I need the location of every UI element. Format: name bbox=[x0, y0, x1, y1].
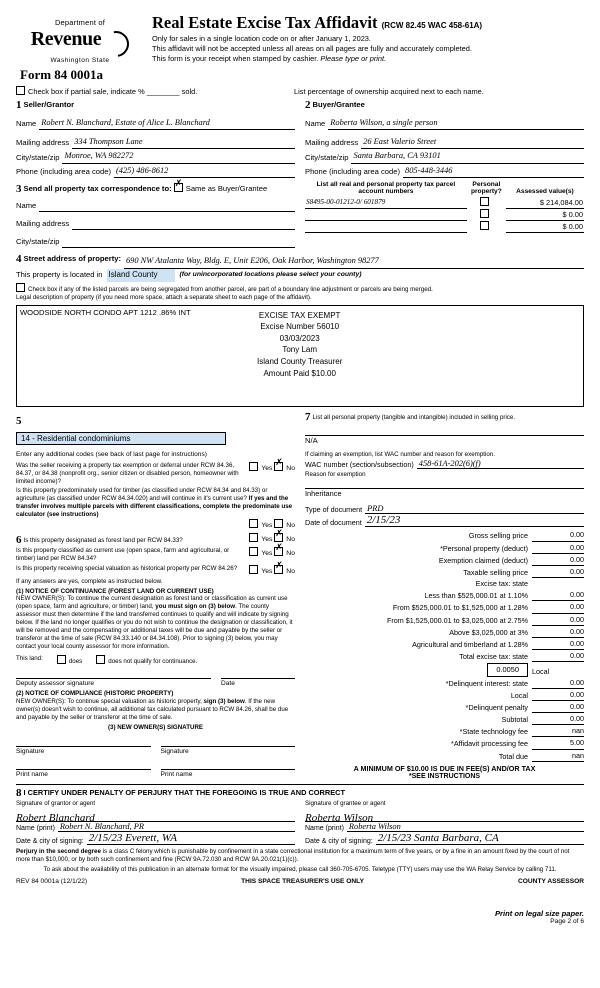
tax-label-1: *Personal property (deduct) bbox=[440, 543, 528, 553]
legal-description-text: WOODSIDE NORTH CONDO APT 1212 .86% INT bbox=[20, 307, 191, 317]
same-as-buyer-label: Same as Buyer/Grantee bbox=[185, 184, 268, 194]
county-select[interactable]: Island County bbox=[107, 269, 176, 282]
tax-amount-2[interactable]: 0.00 bbox=[532, 554, 584, 566]
tax-amount-10[interactable]: 0.00 bbox=[532, 650, 584, 662]
exemption-note: If claiming an exemption, list WAC number and reason for exemption. bbox=[305, 450, 495, 458]
notice-continuance-heading: (1) NOTICE OF CONTINUANCE (FOREST LAND OR CURRENT USE) bbox=[16, 587, 214, 595]
section-8-number: 8 bbox=[16, 786, 22, 799]
doc-date-label: Date of document bbox=[305, 518, 362, 528]
section-7-block bbox=[305, 410, 584, 780]
tax-amount-8[interactable]: 0.00 bbox=[532, 626, 584, 638]
parcel-table-section bbox=[305, 181, 584, 248]
grantee-signature[interactable]: Roberta Wilson bbox=[305, 811, 374, 824]
section-1-title: Seller/Grantor bbox=[23, 99, 75, 109]
tax2-amount-5[interactable]: 5.00 bbox=[532, 737, 584, 749]
wac-number-input[interactable]: 458-61A-202(6)(f) bbox=[417, 459, 584, 469]
dept-line: Department of bbox=[54, 18, 106, 27]
section-2-title: Buyer/Grantee bbox=[312, 99, 365, 109]
exemption-question: Was the seller receiving a property tax exemption or deferral under RCW 84.36, 84.37, or 84.38 (nonprofit org., senior citizen or disabled person, homeowner with limited income)? bbox=[16, 462, 239, 485]
rcw-reference: (RCW 82.45 WAC 458-61A) bbox=[381, 21, 483, 30]
section-8-block bbox=[16, 784, 584, 874]
grantor-date-label: Date & city of signing: bbox=[16, 837, 84, 845]
footer-assessor: COUNTY ASSESSOR bbox=[518, 877, 584, 885]
buyer-phone-input[interactable]: 805-448-3446 bbox=[403, 164, 584, 178]
seller-phone-label: Phone (including area code) bbox=[16, 167, 111, 177]
s6-q2-yes-checkbox[interactable] bbox=[249, 547, 258, 556]
table-row bbox=[305, 208, 584, 220]
tax-label-4: Excise tax: state bbox=[475, 579, 528, 589]
section-4-number: 4 bbox=[16, 253, 22, 266]
notice-compliance-text: NEW OWNER(S): To continue special valuation as historic property, sign (3) below. If the new owner(s) doesn't wish to continue, all additional tax calculated pursuant to RCW 84.26, shall be due and payable by the seller or transferor at the time of sale. bbox=[16, 697, 289, 721]
section-3-number: 3 bbox=[16, 183, 22, 196]
accessibility-note: To ask about the availability of this publication in an alternate format for the visually impaired, please call 360-705-6705. Teletype (TTY) users may use the WA Relay Service by calling 711. bbox=[43, 865, 557, 873]
tax2-amount-0[interactable]: 0.00 bbox=[532, 677, 584, 689]
seller-mailing-label: Mailing address bbox=[16, 138, 70, 148]
tax2-label-2: *Delinquent penalty bbox=[465, 702, 528, 712]
certification-title: I CERTIFY UNDER PENALTY OF PERJURY THAT THE FOREGOING IS TRUE AND CORRECT bbox=[23, 787, 346, 797]
tax2-label-3: Subtotal bbox=[501, 715, 528, 725]
correspondence-section bbox=[16, 181, 295, 248]
section-6-number: 6 bbox=[16, 533, 22, 546]
street-address-input[interactable]: 690 NW Atalanta Way, Bldg. E, Unit E206, Oak Harbor, Washington 98277 bbox=[124, 254, 584, 268]
stamp-line-5: Island County Treasurer bbox=[257, 356, 343, 366]
tax-label-0: Gross selling price bbox=[468, 531, 528, 541]
land-does-checkbox[interactable] bbox=[57, 655, 66, 664]
tax-amount-3[interactable]: 0.00 bbox=[532, 566, 584, 578]
tax-amount-1[interactable]: 0.00 bbox=[532, 542, 584, 554]
use-code-note: Enter any additional codes (see back of last page for instructions) bbox=[16, 450, 207, 458]
corr-name-label: Name bbox=[16, 200, 37, 210]
buyer-city-input[interactable]: Santa Barbara, CA 93101 bbox=[351, 149, 584, 163]
stamp-line-2: Excise Number 56010 bbox=[260, 322, 340, 332]
buyer-mailing-input[interactable]: 26 East Valerio Street bbox=[361, 135, 584, 149]
grantor-signature[interactable]: Robert Blanchard bbox=[16, 811, 95, 824]
boundary-line-checkbox[interactable] bbox=[16, 283, 25, 292]
section-3-title: Send all property tax correspondence to: bbox=[23, 184, 172, 194]
page-title bbox=[152, 14, 584, 32]
grantee-date-input[interactable]: 2/15/23 Santa Barbara, CA bbox=[376, 832, 584, 845]
grantee-signature-block bbox=[305, 800, 584, 845]
local-rate-input[interactable]: 0.0050 bbox=[487, 663, 528, 676]
tax2-label-5: *Affidavit processing fee bbox=[451, 739, 528, 749]
tax2-amount-1[interactable]: 0.00 bbox=[532, 689, 584, 701]
q2-yes-checkbox[interactable] bbox=[249, 519, 258, 528]
grantor-print-label: Name (print) bbox=[16, 824, 55, 832]
doc-type-label: Type of document bbox=[305, 505, 363, 515]
tax-label-9: Agricultural and timberland at 1.28% bbox=[412, 639, 528, 649]
section-6-intro: If any answers are yes, complete as instructed below. bbox=[16, 577, 163, 585]
parcel-value-2: $ 0.00 bbox=[506, 220, 584, 232]
seller-city-input[interactable]: Monroe, WA 982272 bbox=[62, 149, 295, 163]
state-name: Washington State bbox=[50, 56, 110, 64]
section-1-number: 1 bbox=[16, 98, 22, 111]
new-owner-print-1[interactable]: Print name bbox=[16, 769, 151, 778]
land-use-code-select[interactable]: 14 - Residential condominiums bbox=[16, 432, 226, 445]
reason-value: Inheritance bbox=[305, 489, 342, 499]
stamp-line-1: EXCISE TAX EXEMPT bbox=[258, 310, 341, 320]
s6-q1-no-checkbox[interactable] bbox=[274, 533, 283, 542]
buyer-name-input[interactable]: Roberta Wilson, a single person bbox=[328, 116, 584, 130]
s6-q3-yes-checkbox[interactable] bbox=[249, 565, 258, 574]
legal-description-label: Legal description of property (if you need more space, attach a separate sheet to each page of the affidavit). bbox=[16, 293, 312, 301]
street-address-label: Street address of property: bbox=[23, 254, 121, 264]
grantee-date-label: Date & city of signing: bbox=[305, 837, 373, 845]
subtitle-2: This affidavit will not be accepted unless all areas on all pages are fully and accurately completed. bbox=[152, 43, 472, 53]
same-as-buyer-checkbox[interactable] bbox=[174, 183, 183, 192]
footer-rev: REV 84 0001a (12/1/22) bbox=[16, 877, 88, 885]
tax2-label-6: Total due bbox=[498, 751, 528, 761]
wac-number-label: WAC number (section/subsection) bbox=[305, 459, 414, 469]
partial-sale-row bbox=[16, 86, 197, 96]
tax2-label-4: *State technology fee bbox=[459, 727, 528, 737]
new-owner-print-2[interactable]: Print name bbox=[161, 769, 296, 778]
partial-sale-label: Check box if partial sale, indicate % ________ sold. bbox=[28, 86, 198, 96]
seller-city-label: City/state/zip bbox=[16, 152, 60, 162]
new-owner-signature-2[interactable]: Signature bbox=[161, 746, 296, 755]
assessed-value-heading: Assessed value(s) bbox=[516, 188, 574, 196]
tax-amount-5[interactable]: 0.00 bbox=[532, 589, 584, 601]
page-number: Page 2 of 6 bbox=[550, 917, 584, 925]
county-note: (for unincorporated locations please select your county) bbox=[179, 270, 362, 278]
land-not-qualify-label: does not qualify for continuance. bbox=[108, 658, 198, 666]
doc-type-input[interactable]: PRD bbox=[365, 504, 584, 514]
tax2-amount-2[interactable]: 0.00 bbox=[532, 701, 584, 713]
doc-date-input[interactable]: 2/15/23 bbox=[365, 514, 584, 527]
section-6-block: 6 Is this property designated as forest land per RCW 84.33? Yes ✗No Is this property classified as current use (open space, farm and agricultural, or timber) land per RCW 84.34? Yes ✗No Is this property receiving special valuation as historical property per RCW 84.26? Yes ✗No If any answers are yes, complete as instructed below. (1) NOTICE OF CONTINUANCE (FOREST LAND OR CURRENT USE) NEW OWNER(S): To continue the current designation as forest land or classification as current use (open space, farm and agriculture, or timber) land, you must sign on (3) below. The county assessor must then determine if the land transferred continues to qualify and will indicate by signing below. If the land no longer qualifies or you do not wish to continue the designation or classification, it will be removed and the compensating or additional taxes will be due and payable by the seller or transferor at the time of sale (RCW 84.33.140 or 84.34.108). Prior to signing (3) below, you may contact your local county assessor for more information. This land: does does not qualify for continuance. Deputy assessor signature Date (2) NOTICE OF COMPLIANCE (HISTORIC PROPERTY) NEW OWNER(S): To continue special valuation as historic property, sign (3) below. If the new owner(s) doesn't wish to continue, all additional tax calculated pursuant to RCW 84.26, shall be due and payable by the seller or transferor at the time of sale. (3) NEW OWNER(S) SIGNATURE Signature Signature Print name Print name bbox=[16, 533, 295, 778]
tax2-amount-4[interactable]: nan bbox=[532, 725, 584, 737]
grantor-print-input[interactable]: Robert N. Blanchard, PR bbox=[58, 822, 295, 832]
seller-name-input[interactable]: Robert N. Blanchard, Estate of Alice L. Blanchard bbox=[39, 116, 295, 130]
q1-answers: Yes ✗No bbox=[249, 462, 295, 472]
q2-answers: Yes No bbox=[16, 519, 295, 529]
tax2-amount-3[interactable]: 0.00 bbox=[532, 713, 584, 725]
footer-row bbox=[16, 878, 584, 885]
form-number: Form 84 0001a bbox=[20, 66, 104, 82]
this-land-label: This land: bbox=[16, 655, 43, 663]
excise-tax-stamp bbox=[257, 310, 342, 380]
tax-amount-9[interactable]: 0.00 bbox=[532, 638, 584, 650]
reason-label: Reason for exemption bbox=[305, 470, 366, 478]
print-note-block bbox=[16, 909, 584, 925]
table-row bbox=[305, 220, 584, 232]
agency-logo bbox=[16, 14, 144, 83]
corr-name-input[interactable] bbox=[39, 211, 295, 212]
tax2-label-1: Local bbox=[510, 690, 528, 700]
land-does-label: does bbox=[68, 658, 83, 666]
footer-treasurer: THIS SPACE TREASURER'S USE ONLY bbox=[241, 877, 364, 885]
land-not-qualify-checkbox[interactable] bbox=[96, 655, 105, 664]
seller-name-label: Name bbox=[16, 118, 37, 128]
tax-label-3: Taxable selling price bbox=[463, 567, 528, 577]
parcel-value-0: $ 214,084.00 bbox=[506, 196, 584, 208]
seller-phone-input[interactable]: (425) 486-8612 bbox=[114, 164, 295, 178]
table-row bbox=[305, 196, 584, 208]
subtitle-3: This form is your receipt when stamped by cashier. Please type or print. bbox=[152, 53, 387, 63]
corr-city-input[interactable] bbox=[62, 247, 295, 248]
parcel-account-2[interactable] bbox=[305, 220, 467, 232]
corr-city-label: City/state/zip bbox=[16, 237, 60, 247]
personal-property-checkbox-1[interactable] bbox=[480, 209, 489, 218]
buyer-section bbox=[305, 97, 584, 178]
deputy-assessor-signature[interactable]: Deputy assessor signature bbox=[16, 678, 211, 687]
legal-description-box[interactable] bbox=[16, 305, 584, 407]
title-text: Real Estate Excise Tax Affidavit bbox=[152, 13, 378, 32]
s6-q1-yes-checkbox[interactable] bbox=[249, 533, 258, 542]
timber-question: Is this property predominately used for timber (as classified under RCW 84.34 and 84.33) or agriculture (as classified under RCW 84.34.020) and will continue in it's current use? If yes and the transfer involves multiple parcels with different classifications, complete the predominate use calculator (see instructions) bbox=[16, 486, 293, 518]
tax-label-6: From $525,000.01 to $1,525,000 at 1.28% bbox=[392, 603, 528, 613]
grantee-sig-label: Signature of grantee or agent bbox=[305, 799, 386, 807]
print-legal-note: Print on legal size paper. bbox=[494, 908, 584, 918]
current-use-question: Is this property classified as current use (open space, farm and agricultural, or timber) land per RCW 84.34? bbox=[16, 546, 230, 562]
notice-continuance-text: NEW OWNER(S): To continue the current designation as forest land or classification as current use (open space, farm and agriculture, or timber) land, you must sign on (3) below. The county assessor must then determine if the land transferred continues to qualify and will indicate by signing below. If the land no longer qualifies or you do not wish to continue the designation or classification, it will be removed and the compensating or additional taxes will be due and payable by the seller or transferor at the time of sale (RCW 84.33.140 or 84.34.108). Prior to signing (3) below, you may contact your local county assessor for more information. bbox=[16, 595, 293, 651]
ownership-note: List percentage of ownership acquired next to each name. bbox=[294, 86, 484, 96]
s6-q3-no-checkbox[interactable] bbox=[274, 565, 283, 574]
parcel-value-1: $ 0.00 bbox=[506, 208, 584, 220]
tax-label-10: Total excise tax: state bbox=[459, 652, 528, 662]
new-owner-signature-heading: (3) NEW OWNER(S) SIGNATURE bbox=[107, 723, 204, 731]
personal-property-heading: Personal property? bbox=[470, 181, 502, 196]
parcel-table bbox=[305, 181, 584, 233]
tax-label-8: Above $3,025,000 at 3% bbox=[449, 627, 528, 637]
tax2-amount-6[interactable]: nan bbox=[532, 750, 584, 762]
tax2-label-0: *Delinquent interest: state bbox=[445, 678, 528, 688]
grantor-sig-label: Signature of grantor or agent bbox=[16, 799, 96, 807]
buyer-mailing-label: Mailing address bbox=[305, 138, 359, 148]
buyer-city-label: City/state/zip bbox=[305, 152, 349, 162]
section-7-number: 7 bbox=[305, 410, 311, 423]
notice-compliance-heading: (2) NOTICE OF COMPLIANCE (HISTORIC PROPERTY) bbox=[16, 689, 174, 697]
perjury-note: Perjury in the second degree is a class C felony which is punishable by confinement in a state correctional institution for a maximum term of five years, or by a fine in an amount fixed by the court of not more than $10,000, or by both such confinement and fine (RCW 9A.72.030 and RCW 9A.20.021(1)(c)). bbox=[16, 847, 570, 863]
subtitle-1: Only for sales in a single location code on or after January 1, 2023. bbox=[152, 34, 371, 44]
corr-mailing-input[interactable] bbox=[72, 229, 295, 230]
personal-property-checkbox-2[interactable] bbox=[480, 221, 489, 230]
parcel-account-0[interactable]: S8495-00-01212-0/ 601879 bbox=[305, 196, 467, 208]
forest-land-question: Is this property designated as forest land per RCW 84.33? bbox=[23, 536, 183, 544]
stamp-line-4: Tony Lam bbox=[282, 345, 318, 355]
local-rate-label: Local bbox=[532, 666, 550, 676]
tax-label-2: Exemption claimed (deduct) bbox=[438, 555, 528, 565]
grantor-date-input[interactable]: 2/15/23 Everett, WA bbox=[87, 832, 295, 845]
stamp-line-6: Amount Paid $10.00 bbox=[263, 368, 336, 378]
section-5-number: 5 bbox=[16, 414, 22, 427]
personal-property-checkbox-0[interactable] bbox=[480, 197, 489, 206]
tax-label-7: From $1,525,000.01 to $3,025,000 at 2.75% bbox=[386, 615, 528, 625]
document-header bbox=[16, 14, 584, 83]
tax-label-5: Less than $525,000.01 at 1.10% bbox=[424, 591, 528, 601]
tax-amount-6[interactable]: 0.00 bbox=[532, 601, 584, 613]
tax-amount-7[interactable]: 0.00 bbox=[532, 614, 584, 626]
partial-sale-checkbox[interactable] bbox=[16, 86, 25, 95]
stamp-line-3: 03/03/2023 bbox=[279, 333, 320, 343]
deputy-assessor-date[interactable]: Date bbox=[221, 678, 295, 687]
grantee-print-input[interactable]: Roberta Wilson bbox=[347, 822, 584, 832]
agency-name: Revenue bbox=[30, 28, 102, 51]
historic-question: Is this property receiving special valuation as historical property per RCW 84.26? bbox=[16, 564, 238, 572]
seller-section bbox=[16, 97, 295, 178]
new-owner-signature-1[interactable]: Signature bbox=[16, 746, 151, 755]
property-address-section bbox=[16, 251, 584, 301]
buyer-name-label: Name bbox=[305, 118, 326, 128]
boundary-line-label: Check box if any of the listed parcels are being segregated from another parcel, are part of a boundary line adjustment or parcels are being merged. bbox=[28, 285, 433, 293]
personal-property-value: N/A bbox=[305, 435, 318, 445]
tax-amount-0[interactable]: 0.00 bbox=[532, 529, 584, 541]
q2-no-checkbox[interactable] bbox=[274, 519, 283, 528]
corr-mailing-label: Mailing address bbox=[16, 218, 70, 228]
seller-mailing-input[interactable]: 334 Thompson Lane bbox=[72, 135, 295, 149]
section-5-block bbox=[16, 410, 295, 780]
parcel-account-1[interactable] bbox=[305, 208, 467, 220]
county-label: This property is located in bbox=[16, 270, 103, 280]
s6-q2-no-checkbox[interactable] bbox=[274, 547, 283, 556]
parcel-heading: List all real and personal property tax parcel account numbers bbox=[316, 181, 456, 196]
tax-computation-table bbox=[305, 529, 584, 779]
personal-property-intro: List all personal property (tangible and intangible) included in selling price. bbox=[312, 413, 516, 421]
grantor-signature-block bbox=[16, 800, 295, 845]
section-2-number: 2 bbox=[305, 98, 311, 111]
grantee-print-label: Name (print) bbox=[305, 824, 344, 832]
q1-no-checkbox[interactable] bbox=[274, 462, 283, 471]
see-instructions-note: *SEE INSTRUCTIONS bbox=[408, 772, 481, 780]
minimum-due-note: A MINIMUM OF $10.00 IS DUE IN FEE(S) AND/OR TAX bbox=[353, 763, 536, 773]
q1-yes-checkbox[interactable] bbox=[249, 462, 258, 471]
buyer-phone-label: Phone (including area code) bbox=[305, 167, 400, 177]
